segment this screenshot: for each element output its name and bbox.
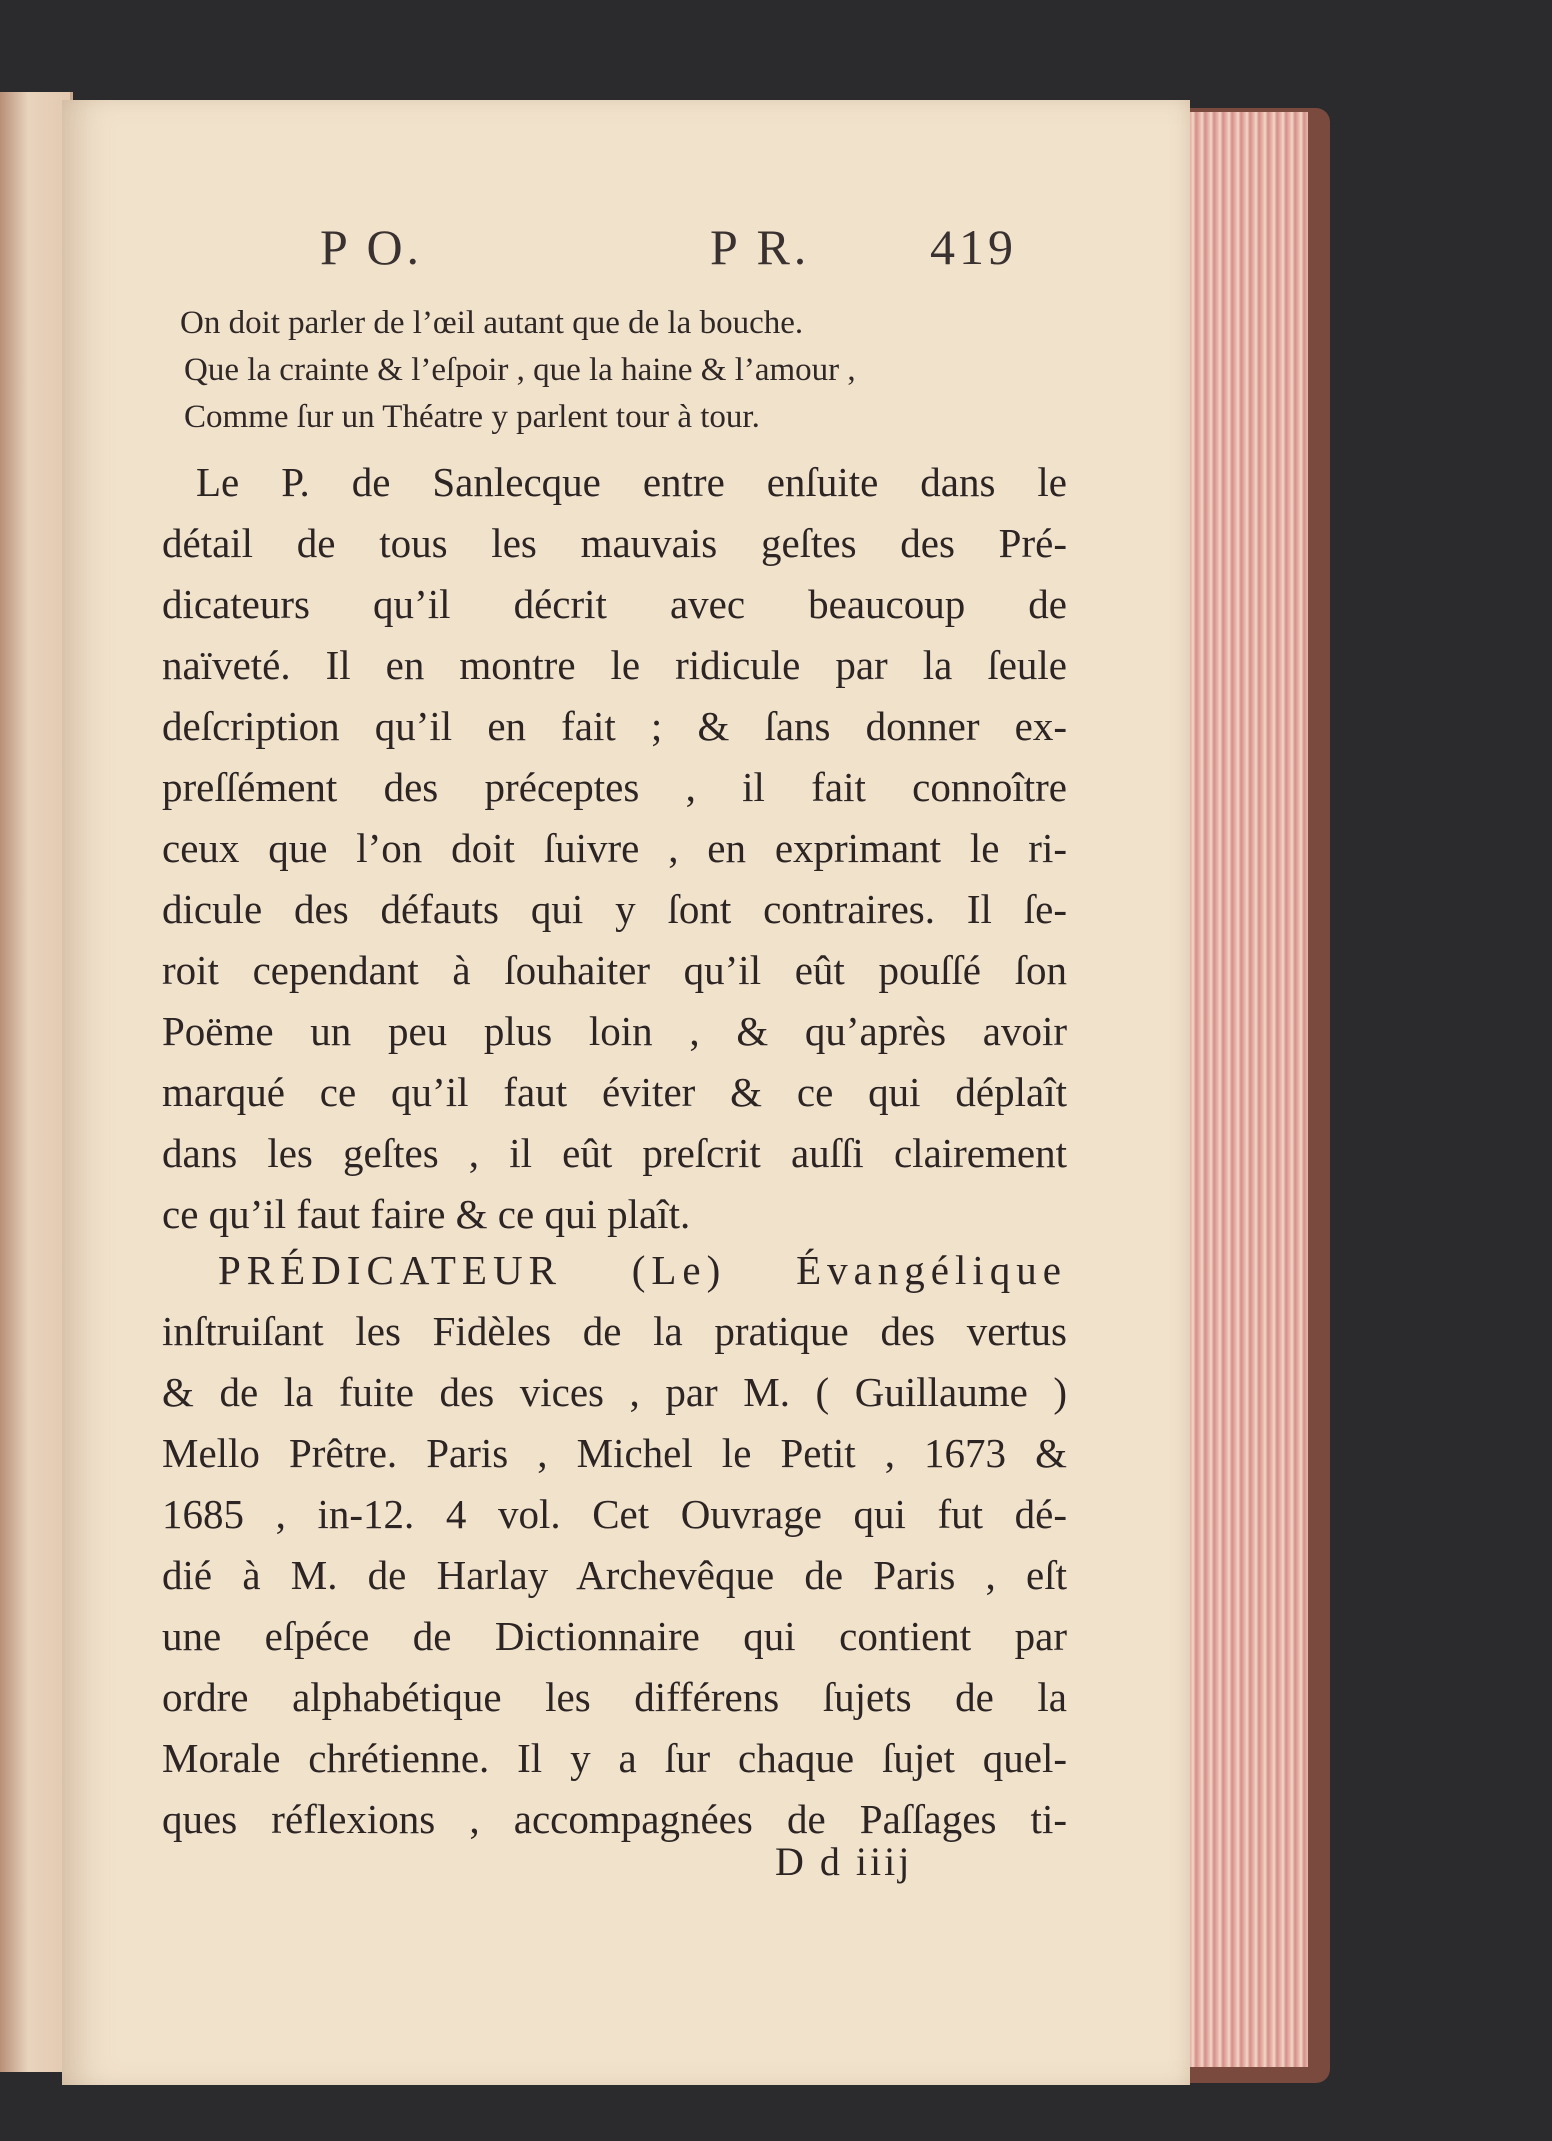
- text-line: ce qu’il faut faire & ce qui plaît.: [162, 1191, 691, 1237]
- text-line: ordre alphabétique les différens ſujets de la: [162, 1674, 1067, 1720]
- verse-quotation: [180, 300, 1040, 441]
- text-line: Mello Prêtre. Paris , Michel le Petit , 1673 &: [162, 1430, 1067, 1476]
- running-head: [0, 218, 1100, 288]
- text-line: dans les geſtes , il eût preſcrit auſſi clairement: [162, 1130, 1067, 1176]
- text-line: une eſpéce de Dictionnaire qui contient par: [162, 1613, 1067, 1659]
- text-line: deſcription qu’il en fait ; & ſans donner ex-: [162, 703, 1067, 749]
- page-fore-edge: [1178, 112, 1308, 2067]
- text-line: naïveté. Il en montre le ridicule par la ſeule: [162, 642, 1067, 688]
- entry-heading-line: PRÉDICATEUR (Le) Évangélique: [218, 1247, 1067, 1293]
- text-line: ceux que l’on doit ſuivre , en exprimant le ri-: [162, 825, 1067, 871]
- paragraph-predicateur-entry: [162, 1240, 1067, 1850]
- verse-line: On doit parler de l’œil autant que de la bouche.: [180, 305, 804, 341]
- page-number: 419: [930, 219, 1017, 275]
- text-line: preſſément des préceptes , il fait connoître: [162, 764, 1067, 810]
- verse-line: Que la crainte & l’eſpoir , que la haine & l’amour ,: [184, 352, 856, 388]
- text-line: dié à M. de Harlay Archevêque de Paris , eſt: [162, 1552, 1067, 1598]
- text-line: ques réflexions , accompagnées de Paſſages ti-: [162, 1796, 1067, 1842]
- running-head-left: P O.: [320, 219, 424, 275]
- text-line: 1685 , in-12. 4 vol. Cet Ouvrage qui fut dé-: [162, 1491, 1067, 1537]
- text-line: roit cependant à ſouhaiter qu’il eût pouſſé ſon: [162, 947, 1067, 993]
- verse-line: Comme ſur un Théatre y parlent tour à tour.: [184, 399, 760, 435]
- text-line: dicule des défauts qui y ſont contraires. Il ſe-: [162, 886, 1067, 932]
- text-line: & de la fuite des vices , par M. ( Guillaume ): [162, 1369, 1067, 1415]
- text-line: inſtruiſant les Fidèles de la pratique des vertus: [162, 1308, 1067, 1354]
- text-line: détail de tous les mauvais geſtes des Pré-: [162, 520, 1067, 566]
- text-line: Poëme un peu plus loin , & qu’après avoir: [162, 1008, 1067, 1054]
- paragraph-sanlecque: [162, 452, 1067, 1245]
- catchword-signature: D d iiij: [775, 1839, 913, 1884]
- text-line: marqué ce qu’il faut éviter & ce qui déplaît: [162, 1069, 1067, 1115]
- text-line: Le P. de Sanlecque entre enſuite dans le: [196, 459, 1067, 505]
- running-head-middle: P R.: [710, 219, 811, 275]
- text-line: dicateurs qu’il décrit avec beaucoup de: [162, 581, 1067, 627]
- text-line: Morale chrétienne. Il y a ſur chaque ſujet quel-: [162, 1735, 1067, 1781]
